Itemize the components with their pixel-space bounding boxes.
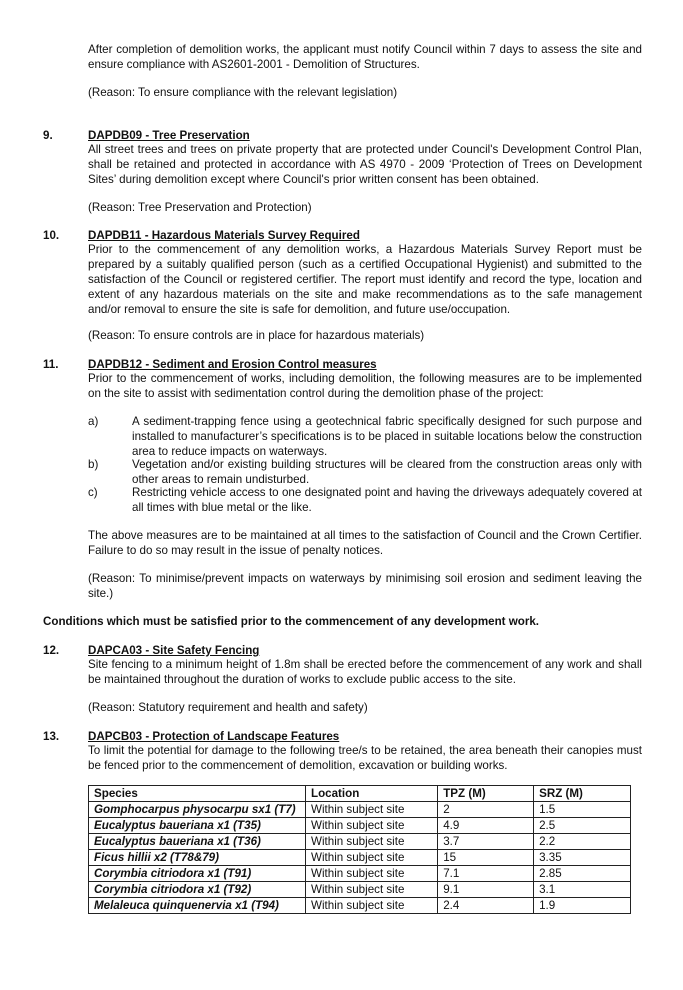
list-item-b-text: Vegetation and/or existing building structures will be cleared from the construction areas only with other areas to remain undisturbed. (132, 458, 642, 486)
list-item-c-text: Restricting vehicle access to one designated point and having the driveways adequately covered at all times with blue metal or the like. (132, 486, 642, 514)
condition-13-title: DAPCB03 - Protection of Landscape Features (88, 730, 340, 743)
location-cell: Within subject site (306, 834, 438, 850)
tpz-cell: 7.1 (438, 866, 534, 882)
condition-12-body: Site fencing to a minimum height of 1.8m shall be erected before the commencement of any work and shall be maintained throughout the duration of works to exclude public access to the site. (88, 658, 642, 686)
tpz-cell: 3.7 (438, 834, 534, 850)
condition-9-title: DAPDB09 - Tree Preservation (88, 129, 250, 142)
list-item-b-label: b) (88, 458, 99, 471)
condition-11-title: DAPDB12 - Sediment and Erosion Control measures (88, 358, 377, 371)
location-cell: Within subject site (306, 802, 438, 818)
section-heading: Conditions which must be satisfied prior to the commencement of any development work. (43, 615, 540, 628)
table-row (89, 882, 631, 898)
condition-13-body: To limit the potential for damage to the following tree/s to be retained, the area beneath their canopies must be fenced prior to the commencement of demolition, excavation or building works. (88, 744, 642, 772)
condition-10-title: DAPDB11 - Hazardous Materials Survey Required (88, 229, 360, 242)
species-cell: Melaleuca quinquenervia x1 (T94) (89, 898, 306, 914)
condition-10-body: Prior to the commencement of any demolition works, a Hazardous Materials Survey Report must be prepared by a suitably qualified person (such as a certified Occupational Hygienist) and submitted to the satisfaction of the Council or registered certifier. The report must identify and record the type, location and extent of any hazardous materials on the site and make recommendations as to the safe management and/or removal to ensure the site is safe for demolition, and future use/occupation. (88, 243, 642, 316)
location-cell: Within subject site (306, 818, 438, 834)
tpz-cell: 15 (438, 850, 534, 866)
header-tpz: TPZ (M) (438, 786, 534, 802)
species-cell: Gomphocarpus physocarpu sx1 (T7) (89, 802, 306, 818)
location-cell: Within subject site (306, 898, 438, 914)
condition-10-number: 10. (43, 229, 60, 242)
tree-protection-table (88, 785, 631, 914)
condition-9-number: 9. (43, 129, 53, 142)
species-cell: Corymbia citriodora x1 (T92) (89, 882, 306, 898)
intro-paragraph: After completion of demolition works, the applicant must notify Council within 7 days to assess the site and ensure compliance with AS2601-2001 - Demolition of Structures. (88, 43, 642, 71)
tpz-cell: 2 (438, 802, 534, 818)
condition-11-body: Prior to the commencement of works, including demolition, the following measures are to be implemented on the site to assist with sedimentation control during the demolition phase of the project: (88, 372, 642, 400)
table-header-row (89, 786, 631, 802)
condition-9-reason: (Reason: Tree Preservation and Protection) (88, 201, 312, 214)
table-row (89, 834, 631, 850)
header-species: Species (89, 786, 306, 802)
table-row (89, 866, 631, 882)
srz-cell: 2.2 (534, 834, 631, 850)
condition-12-number: 12. (43, 644, 60, 657)
condition-11-after: The above measures are to be maintained at all times to the satisfaction of Council and the Crown Certifier. Failure to do so may result in the issue of penalty notices. (88, 529, 642, 557)
condition-10-reason: (Reason: To ensure controls are in place for hazardous materials) (88, 329, 425, 342)
condition-12-reason: (Reason: Statutory requirement and health and safety) (88, 701, 368, 714)
list-item-a-label: a) (88, 415, 99, 428)
condition-11-number: 11. (43, 358, 59, 371)
tpz-cell: 4.9 (438, 818, 534, 834)
location-cell: Within subject site (306, 882, 438, 898)
species-cell: Ficus hillii x2 (T78&79) (89, 850, 306, 866)
srz-cell: 3.35 (534, 850, 631, 866)
intro-reason: (Reason: To ensure compliance with the relevant legislation) (88, 86, 398, 99)
location-cell: Within subject site (306, 866, 438, 882)
species-cell: Eucalyptus baueriana x1 (T36) (89, 834, 306, 850)
table-row (89, 850, 631, 866)
srz-cell: 3.1 (534, 882, 631, 898)
table-row (89, 818, 631, 834)
header-srz: SRZ (M) (534, 786, 631, 802)
species-cell: Eucalyptus baueriana x1 (T35) (89, 818, 306, 834)
srz-cell: 2.5 (534, 818, 631, 834)
condition-11-reason: (Reason: To minimise/prevent impacts on waterways by minimising soil erosion and sediment leaving the site.) (88, 572, 642, 600)
condition-13-number: 13. (43, 730, 60, 743)
tpz-cell: 2.4 (438, 898, 534, 914)
condition-9-body: All street trees and trees on private property that are protected under Council's Development Control Plan, shall be retained and protected in accordance with AS 4970 - 2009 ‘Protection of Trees on Development Sites’ during demolition except where Council's prior written consent has been obtained. (88, 143, 642, 186)
table-row (89, 898, 631, 914)
species-cell: Corymbia citriodora x1 (T91) (89, 866, 306, 882)
list-item-c-label: c) (88, 486, 98, 499)
srz-cell: 1.9 (534, 898, 631, 914)
tpz-cell: 9.1 (438, 882, 534, 898)
header-location: Location (306, 786, 438, 802)
location-cell: Within subject site (306, 850, 438, 866)
list-item-a-text: A sediment-trapping fence using a geotechnical fabric specifically designed for such purpose and installed to manufacturer’s specifications is to be placed in suitable locations below the construction area to reduce impacts on waterways. (132, 415, 642, 458)
srz-cell: 2.85 (534, 866, 631, 882)
condition-12-title: DAPCA03 - Site Safety Fencing (88, 644, 260, 657)
srz-cell: 1.5 (534, 802, 631, 818)
table-row (89, 802, 631, 818)
